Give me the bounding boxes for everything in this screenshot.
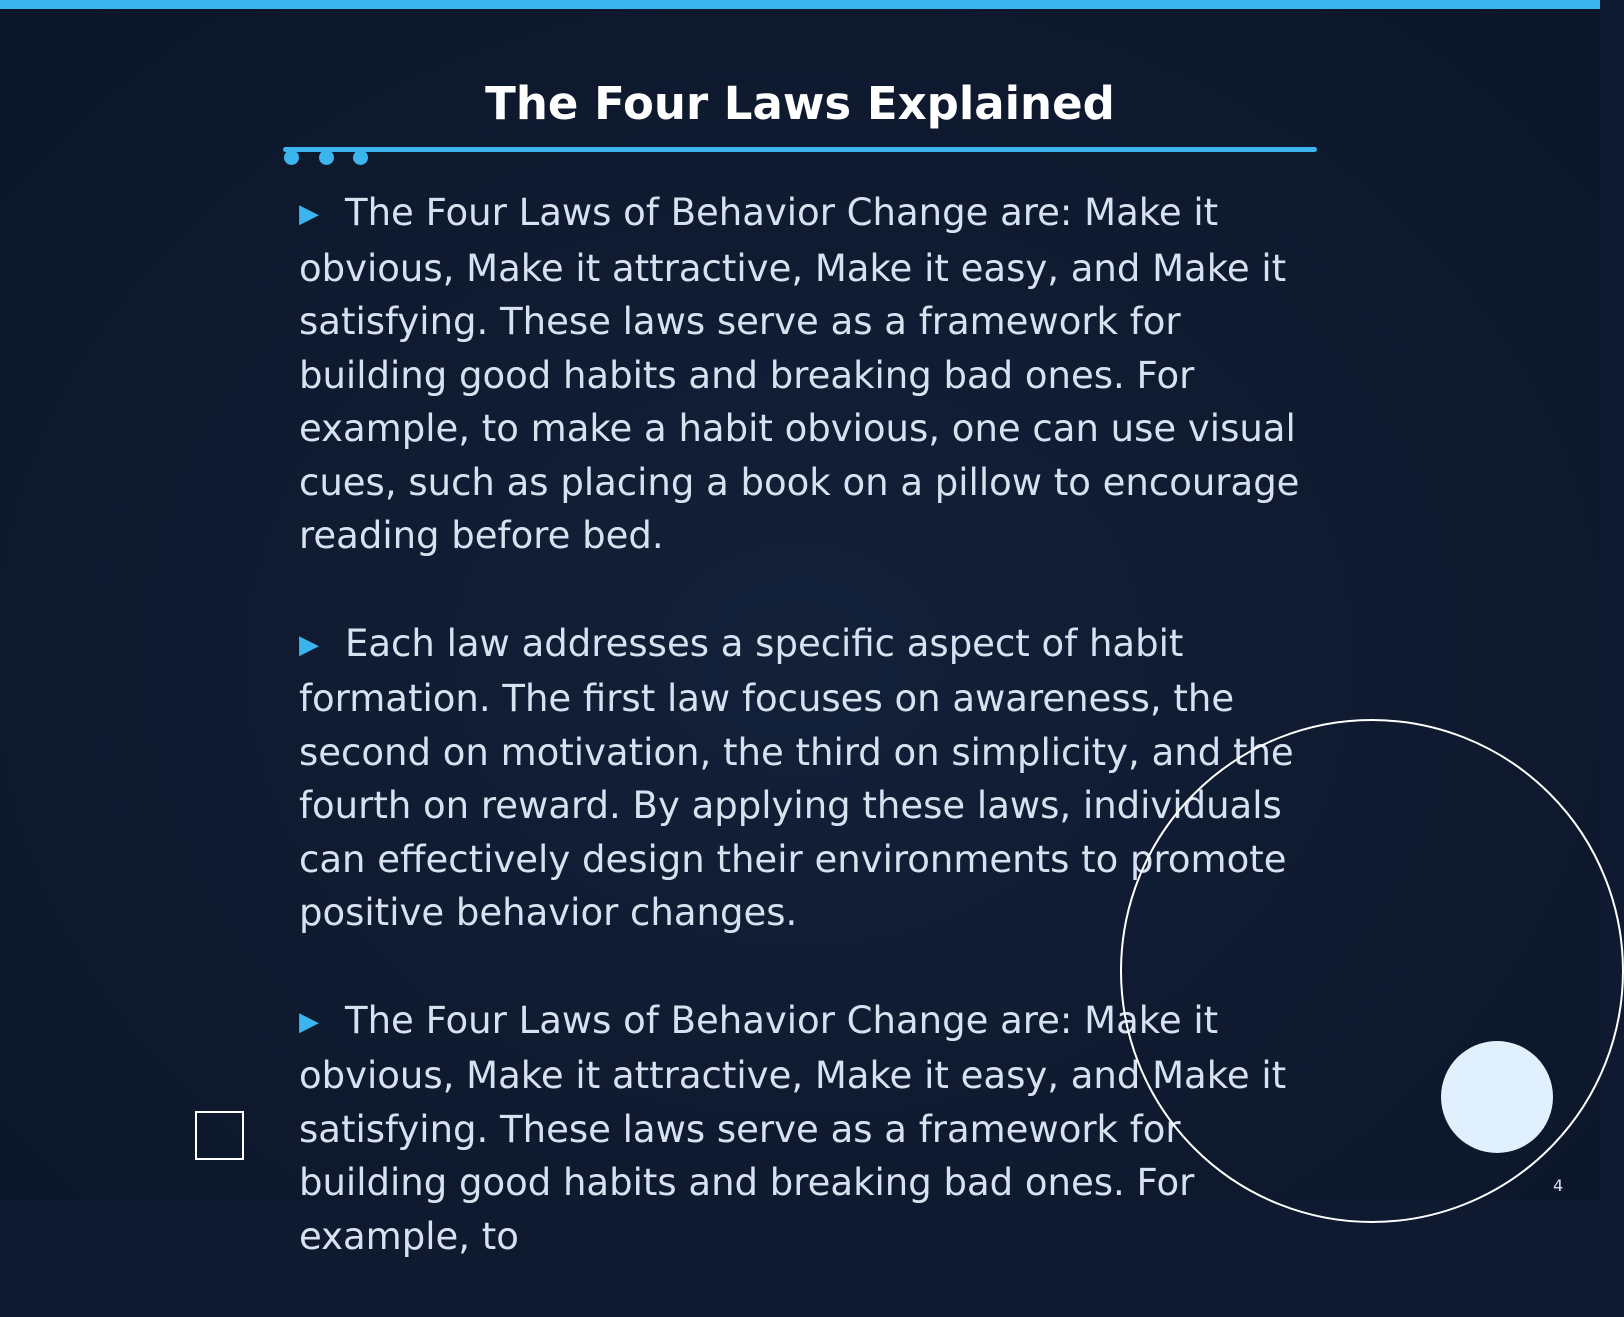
page-number: 4: [1553, 1176, 1564, 1195]
bullet-item: [299, 186, 1339, 563]
bullet-arrow-icon: ▶: [299, 629, 319, 660]
title-underline: [283, 147, 1317, 152]
bullet-text: Each law addresses a specific aspect of habit formation. The first law focuses on awareness, the second on motivation, the third on simplicity, and the fourth on reward. By applying these laws, individuals can effectively design their environments to promote positive behavior changes.: [299, 621, 1294, 934]
bullet-arrow-icon: ▶: [299, 1006, 319, 1037]
top-accent-bar: [0, 0, 1600, 9]
accent-dot: [319, 150, 334, 165]
bullet-text: The Four Laws of Behavior Change are: Make it obvious, Make it attractive, Make it easy, and Make it satisfying. These laws serve as a framework for building good habits and breaking bad ones. For example, to make a habit obvious, one can use visual cues, such as placing a book on a pillow to encourage reading before bed.: [299, 191, 1300, 557]
bullet-text: The Four Laws of Behavior Change are: Make it obvious, Make it attractive, Make it easy, and Make it satisfying. These laws serve as a framework for building good habits and breaking bad ones. For example, to: [299, 998, 1287, 1258]
decorative-filled-circle: [1441, 1041, 1553, 1153]
decorative-square-outline: [195, 1111, 244, 1160]
accent-dot: [353, 150, 368, 165]
decorative-circle-outline: [1120, 719, 1624, 1223]
accent-dot: [284, 150, 299, 165]
bullet-arrow-icon: ▶: [299, 199, 319, 229]
slide-title: The Four Laws Explained: [485, 77, 1115, 130]
bullet-list: [299, 186, 1339, 1317]
